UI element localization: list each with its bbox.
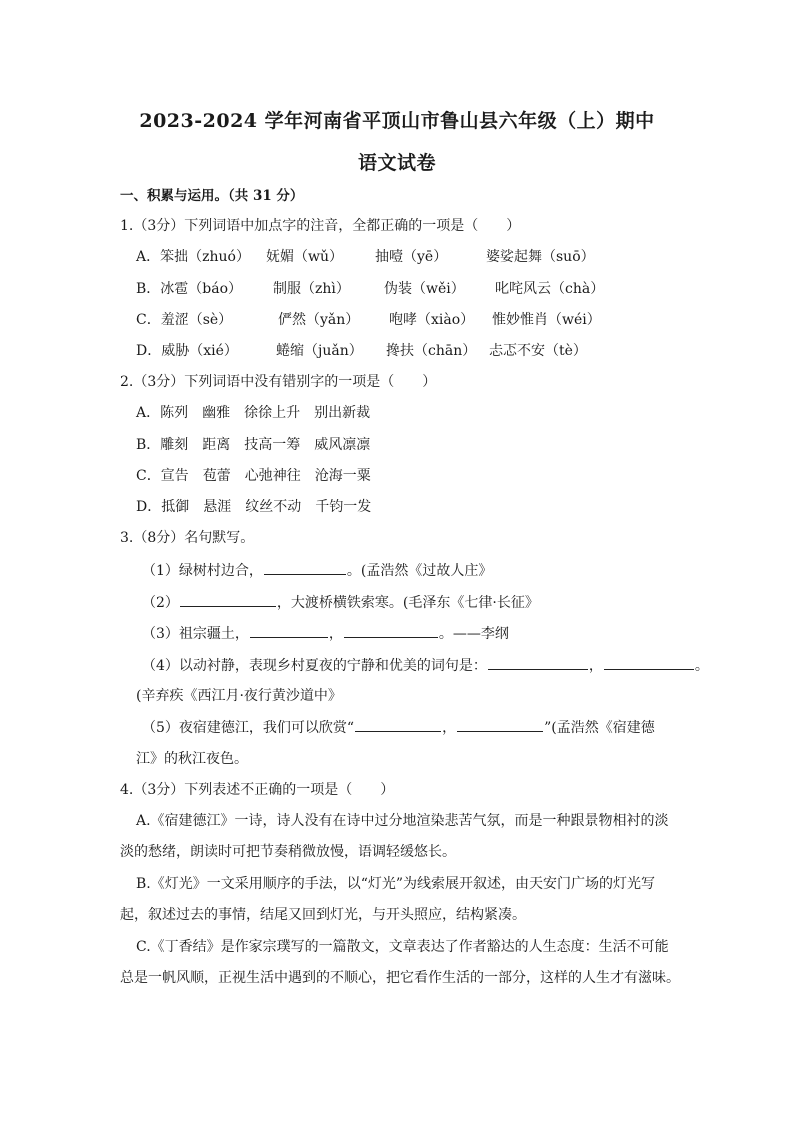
- q1-a-item: 婆娑起舞（suō）: [486, 249, 595, 265]
- q3-5-text: （5）夜宿建德江，我们可以欣赏“: [142, 720, 355, 736]
- q2-option-d: D．抵御 悬涯 纹丝不动 千钧一发: [136, 499, 372, 515]
- q1-b-item: 叱咤风云（chà）: [495, 281, 605, 297]
- q1-b-item: 制服（zhì）: [273, 281, 350, 297]
- q1-c-item: 咆哮（xiào）: [389, 312, 475, 328]
- q1-d-item: 搀扶（chān）: [386, 343, 477, 359]
- q3-item-5: [142, 717, 655, 738]
- q3-4-text: （4）以动衬静，表现乡村夏夜的宁静和优美的词句是：: [142, 658, 487, 674]
- q3-3-text: （3）祖宗疆土，: [142, 626, 249, 642]
- q1-stem: 1.（3分）下列词语中加点字的注音，全都正确的一项是（ ）: [120, 218, 521, 234]
- q3-stem: 3.（8分）名句默写。: [120, 530, 255, 546]
- q1-a-item: 妩媚（wǔ）: [266, 249, 343, 265]
- fill-blank[interactable]: [604, 655, 694, 670]
- q3-item-1: [142, 560, 492, 581]
- q1-b-item: 伪装（wěi）: [384, 281, 465, 297]
- q1-d-item: 蜷缩（juǎn）: [276, 343, 363, 359]
- q4-option-a-line2: 淡的愁绪，朗读时可把节奏稍微放慢，语调轻缓悠长。: [120, 844, 456, 860]
- q3-3-source: 。——李纲: [438, 626, 509, 642]
- q1-a-item: A．笨拙（zhuó）: [136, 249, 250, 265]
- q3-item-2: [142, 592, 539, 613]
- q4-option-b-line1: B.《灯光》一文采用顺序的手法，以“灯光”为线索展开叙述，由天安门广场的灯光写: [136, 876, 656, 892]
- q1-b-item: B．冰雹（báo）: [136, 281, 243, 297]
- q3-1-text: （1）绿树村边合，: [142, 563, 263, 579]
- q2-option-b: B．雕刻 距离 技高一筹 威风凛凛: [136, 437, 371, 453]
- comma: ，: [328, 626, 343, 642]
- q3-1-source: 。(孟浩然《过故人庄》: [346, 563, 493, 579]
- fill-blank[interactable]: [250, 623, 328, 638]
- fill-blank[interactable]: [457, 717, 543, 732]
- q4-option-c-line1: C.《丁香结》是作家宗璞写的一篇散文，文章表达了作者豁达的人生态度：生活不可能: [136, 939, 669, 955]
- period: 。: [694, 658, 709, 674]
- q4-option-c-line2: 总是一帆风顺，正视生活中遇到的不顺心，把它看作生活的一部分，这样的人生才有滋味。: [120, 970, 680, 986]
- q1-a-item: 抽噎（yē）: [375, 249, 448, 265]
- q3-2-text: （2）: [142, 595, 179, 611]
- q1-c-item: 惟妙惟肖（wéi）: [492, 312, 601, 328]
- comma: ，: [442, 720, 457, 736]
- fill-blank[interactable]: [488, 655, 588, 670]
- section-heading: 一、积累与运用。（共 31 分）: [120, 188, 304, 204]
- fill-blank[interactable]: [355, 717, 441, 732]
- q3-item-4-source: (辛弃疾《西江月·夜行黄沙道中》: [136, 688, 342, 704]
- q2-stem: 2.（3分）下列词语中没有错别字的一项是（ ）: [120, 374, 437, 390]
- q2-option-c: C．宣告 苞蕾 心弛神往 沧海一粟: [136, 468, 371, 484]
- q1-d-item: D．威胁（xié）: [136, 343, 238, 359]
- q2-option-a: A．陈列 幽雅 徐徐上升 别出新裁: [136, 405, 371, 421]
- q1-c-item: 俨然（yǎn）: [278, 312, 360, 328]
- q3-item-3: [142, 623, 509, 644]
- q4-stem: 4.（3分）下列表述不正确的一项是（ ）: [120, 782, 395, 798]
- q4-option-a-line1: A.《宿建德江》一诗，诗人没有在诗中过分地渲染悲苦气氛，而是一种跟景物相衬的淡: [136, 813, 669, 829]
- q3-item-5-cont: 江》的秋江夜色。: [136, 751, 248, 767]
- q3-5-source: ”(孟浩然《宿建德: [544, 720, 655, 736]
- q1-d-item: 忐忑不安（tè）: [489, 343, 587, 359]
- q1-c-item: C．羞涩（sè）: [136, 312, 233, 328]
- fill-blank[interactable]: [344, 623, 438, 638]
- q4-option-b-line2: 起，叙述过去的事情，结尾又回到灯光，与开头照应，结构紧凑。: [120, 907, 526, 923]
- comma: ，: [588, 658, 603, 674]
- exam-title-line2: 语文试卷: [357, 152, 436, 174]
- exam-title-line1: 2023-2024 学年河南省平顶山市鲁山县六年级（上）期中: [139, 110, 655, 132]
- q3-item-4: [142, 655, 709, 676]
- fill-blank[interactable]: [180, 592, 276, 607]
- q3-2-source: ，大渡桥横铁索寒。(毛泽东《七律·长征》: [276, 595, 539, 611]
- fill-blank[interactable]: [264, 560, 346, 575]
